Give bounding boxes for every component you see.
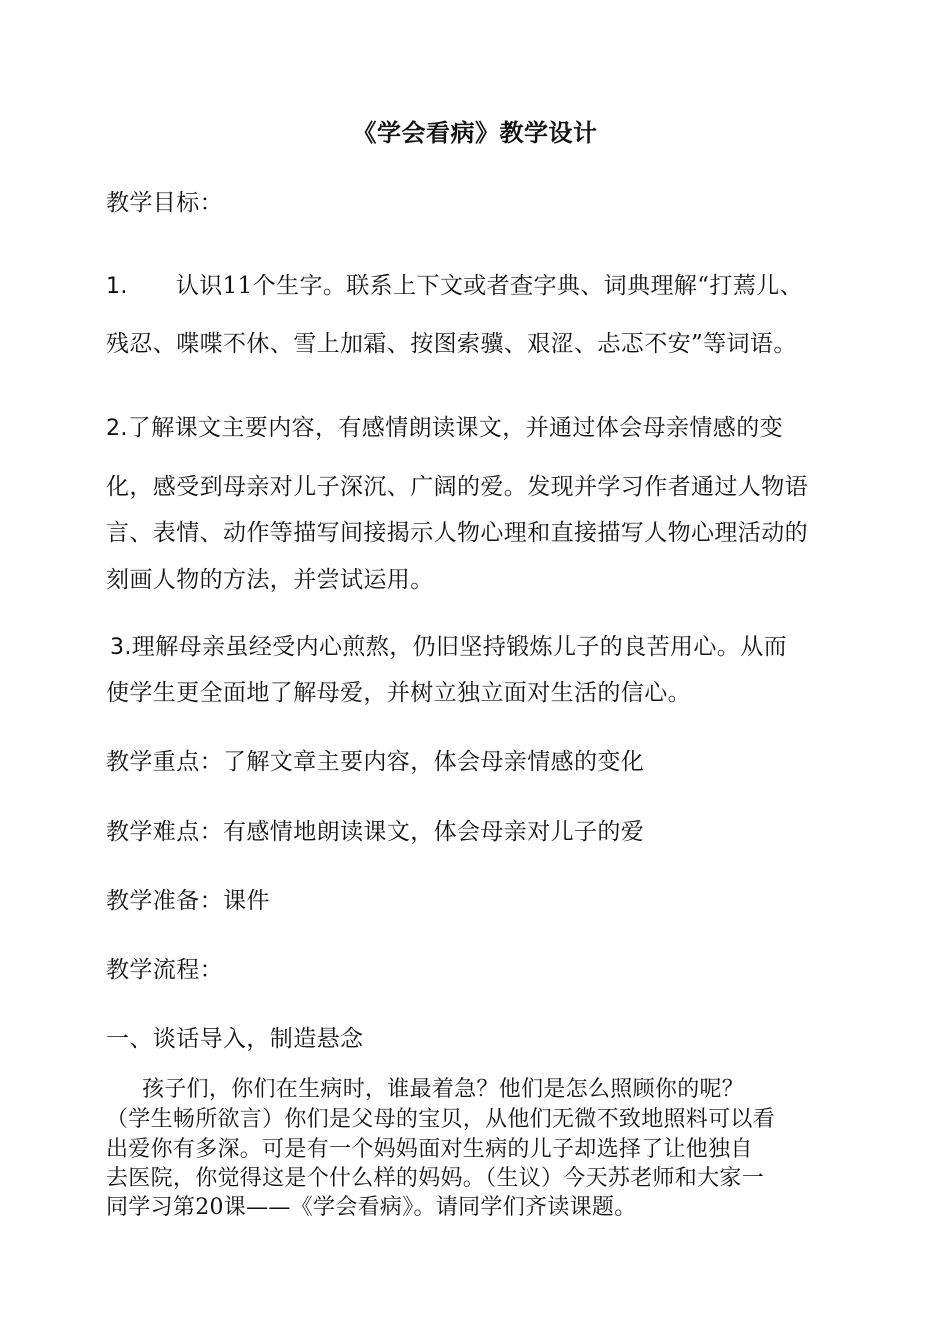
objective-2-line-4: 刻画人物的方法，并尝试运用。 <box>106 567 434 593</box>
key-point: 教学重点：了解文章主要内容，体会母亲情感的变化 <box>106 749 645 775</box>
section-1-body-line-5: 同学习第20课——《学会看病》。请同学们齐读课题。 <box>106 1195 637 1220</box>
objective-2-text: 了解课文主要内容，有感情朗读课文，并通过体会母亲情感的变 <box>127 415 783 441</box>
preparation: 教学准备：课件 <box>106 888 270 914</box>
objective-2-line-3: 言、表情、动作等描写间接揭示人物心理和直接描写人物心理活动的 <box>106 520 808 546</box>
objective-3-line-2: 使学生更全面地了解母爱，并树立独立面对生活的信心。 <box>106 680 691 706</box>
section-1-heading: 一、谈话导入，制造悬念 <box>106 1026 364 1052</box>
objective-2-line-2: 化，感受到母亲对儿子深沉、广阔的爱。发现并学习作者通过人物语 <box>106 474 808 500</box>
objective-3-line-1 <box>106 630 851 665</box>
difficulty: 教学难点：有感情地朗读课文，体会母亲对儿子的爱 <box>106 819 645 845</box>
objective-3-text: 理解母亲虽经受内心煎熬，仍旧坚持锻炼儿子的良苦用心。从而 <box>131 634 787 660</box>
objective-1-line-1 <box>106 269 851 304</box>
objective-1-text: 认识11个生字。联系上下文或者查字典、词典理解“打蔫儿、 <box>175 273 804 299</box>
section-1-body-line-1 <box>106 1075 851 1104</box>
section-1-body-text-1: 孩子们，你们在生病时，谁最着急？他们是怎么照顾你的呢？ <box>142 1077 745 1102</box>
objective-1-line-2: 残忍、喋喋不休、雪上加霜、按图索骥、艰涩、忐忑不安”等词语。 <box>106 331 797 357</box>
objective-2-line-1 <box>106 411 851 446</box>
section-1-body-line-4: 去医院，你觉得这是个什么样的妈妈。（生议）今天苏老师和大家一 <box>106 1166 765 1191</box>
objectives-heading: 教学目标： <box>106 190 223 216</box>
section-1-body-line-3: 出爱你有多深。可是有一个妈妈面对生病的儿子却选择了让他独自 <box>106 1137 753 1162</box>
objective-3-number: 3. <box>110 635 132 660</box>
objective-1-number: 1. <box>106 274 128 299</box>
process-heading: 教学流程： <box>106 957 223 983</box>
objective-2-number: 2. <box>106 416 128 441</box>
section-1-body-line-2: （学生畅所欲言）你们是父母的宝贝，从他们无微不致地照料可以看 <box>106 1107 776 1132</box>
document-title: 《学会看病》教学设计 <box>352 118 598 147</box>
